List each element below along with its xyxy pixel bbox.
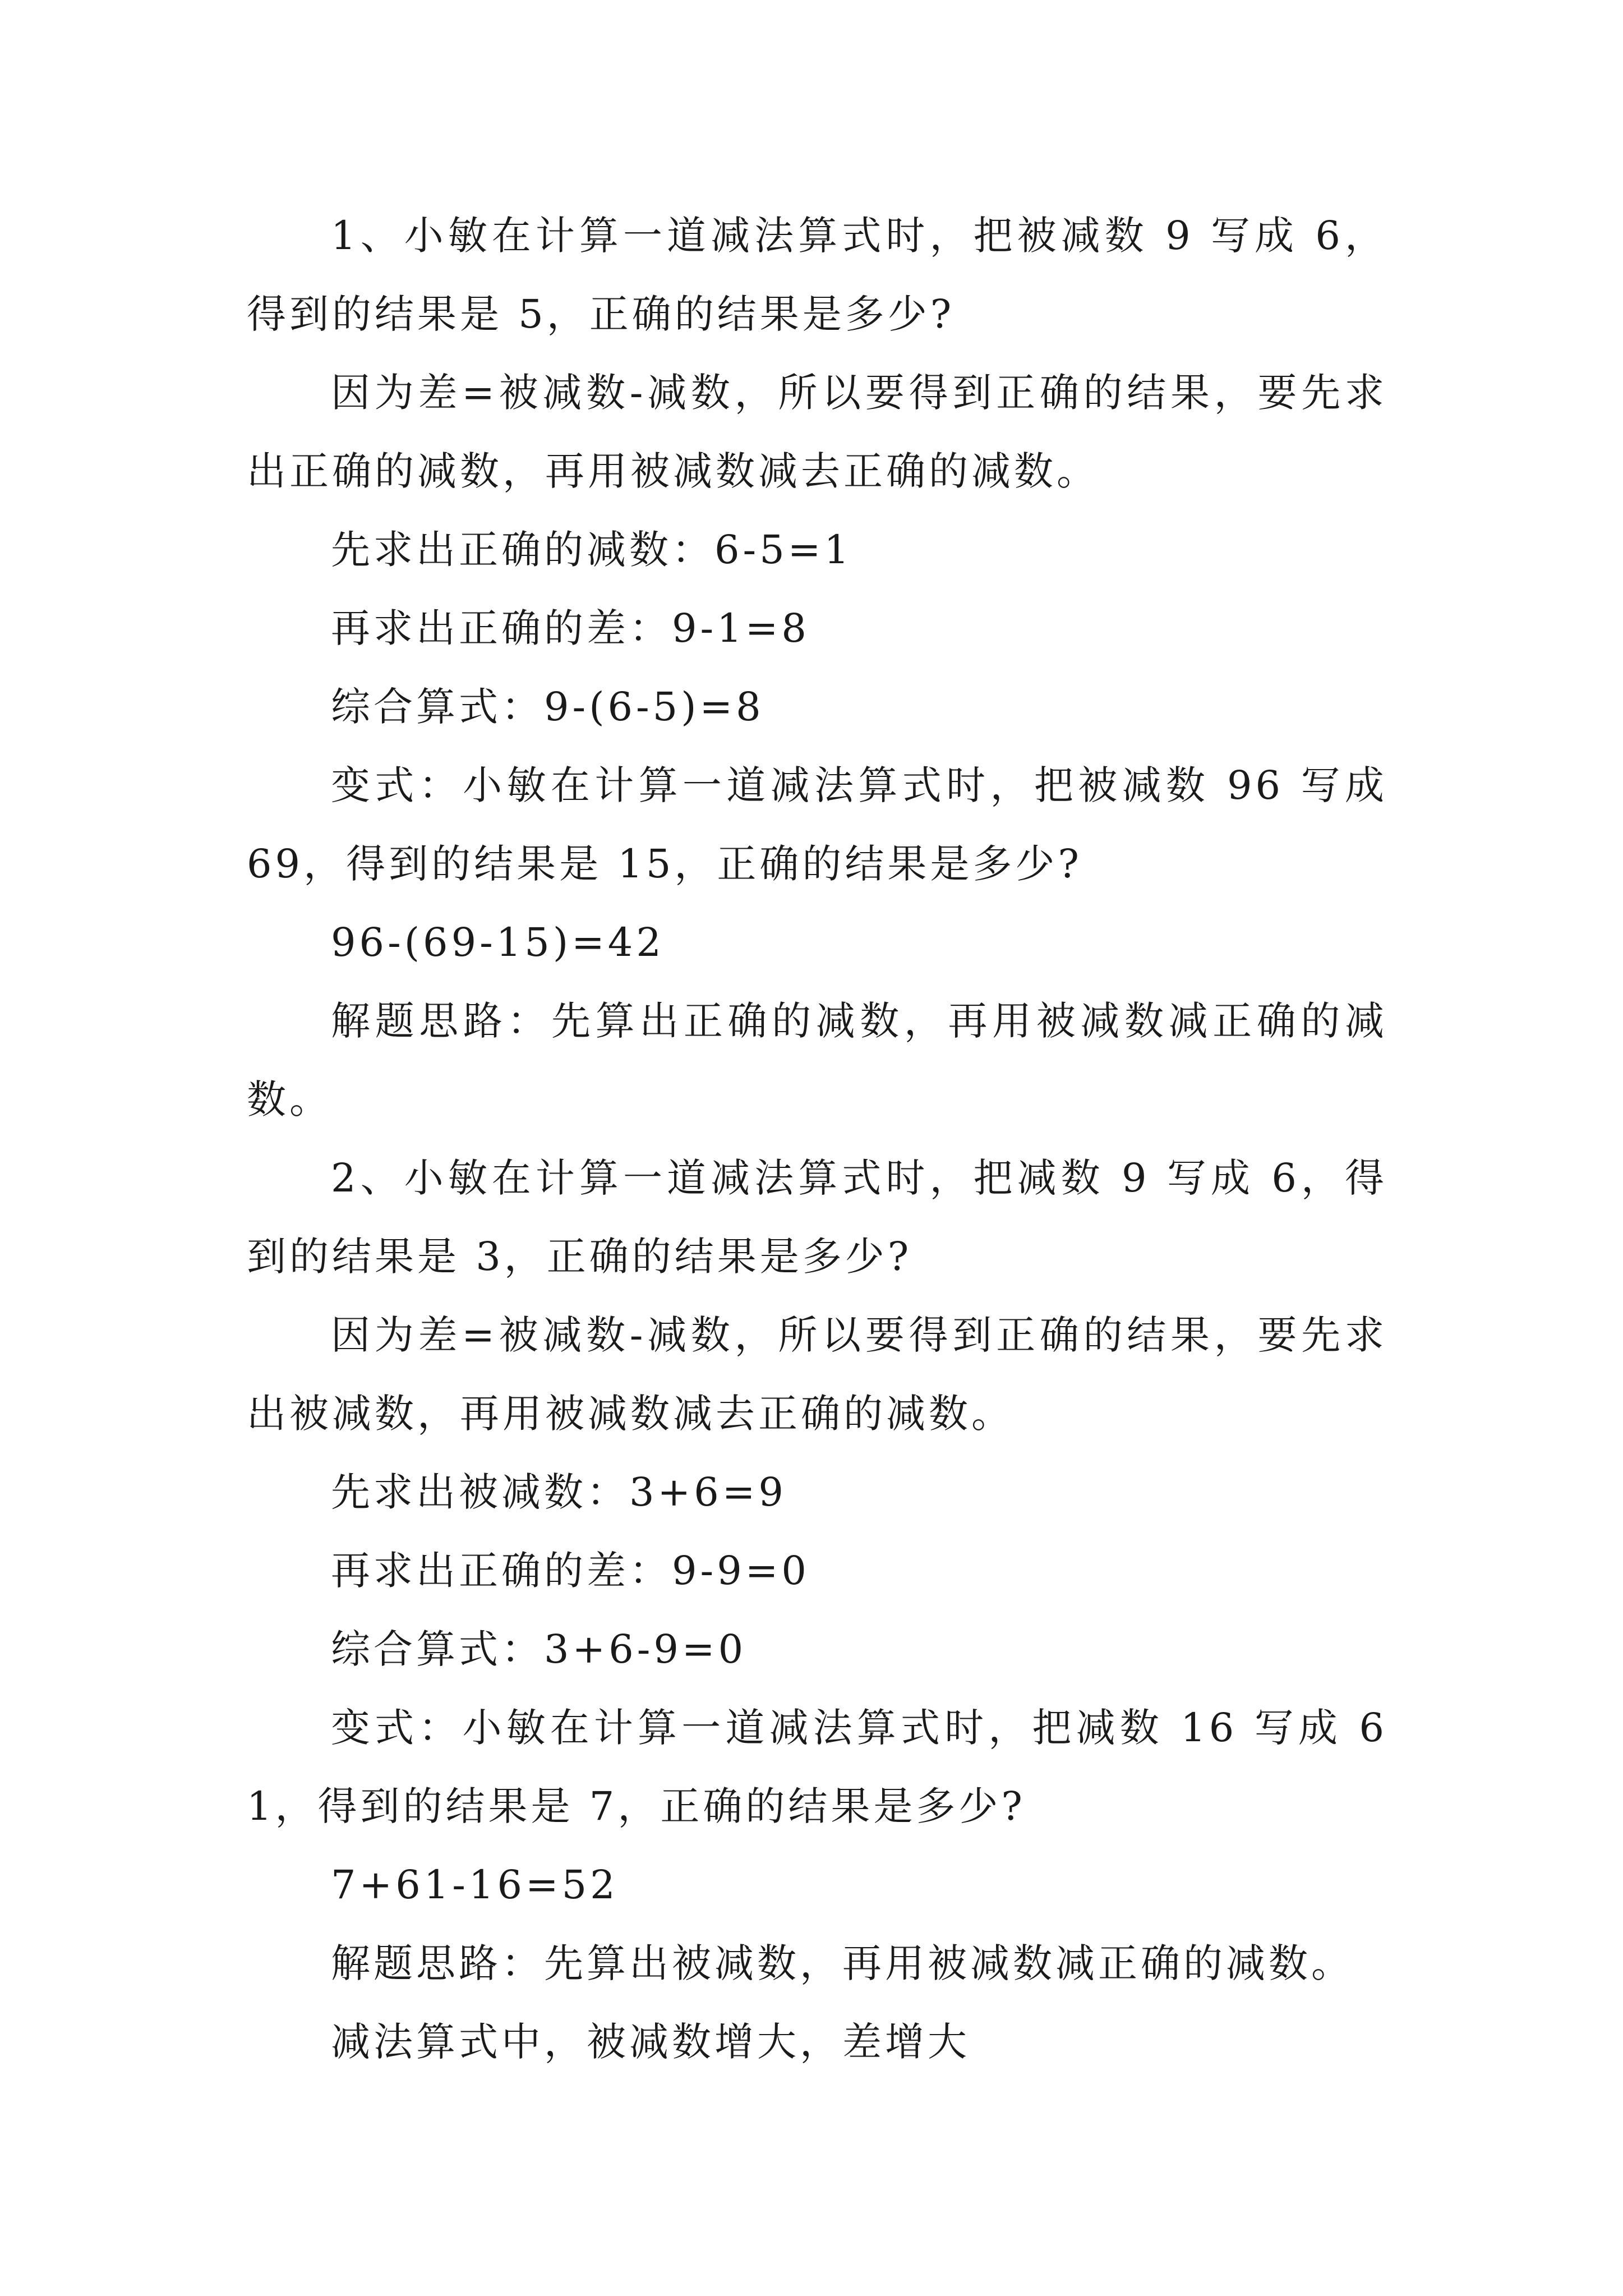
problem-1-variant-answer: 96-(69-15)=42 (331, 919, 665, 965)
problem-2-explanation: 因为差=被减数-减数，所以要得到正确的结果，要先求出被减数，再用被减数减去正确的减数。 (247, 1312, 1387, 1437)
problem-1-explanation: 因为差=被减数-减数，所以要得到正确的结果，要先求出正确的减数，再用被减数减去正确的减数。 (247, 370, 1387, 494)
problem-1-variant: 变式：小敏在计算一道减法算式时，把被减数 96 写成 69，得到的结果是 15，正确的结果是多少? (247, 762, 1387, 887)
problem-1-solution-idea: 解题思路：先算出正确的减数，再用被减数减正确的减数。 (247, 998, 1387, 1122)
problem-1-statement: 1、小敏在计算一道减法算式时，把被减数 9 写成 6，得到的结果是 5，正确的结果是多少? (247, 213, 1387, 337)
problem-2-solution-idea: 解题思路：先算出被减数，再用被减数减正确的减数。 (331, 1940, 1354, 1986)
problem-2-variant: 变式：小敏在计算一道减法算式时，把减数 16 写成 61，得到的结果是 7，正确的结果是多少? (247, 1705, 1387, 1829)
problem-2-combined-formula: 综合算式：3+6-9=0 (331, 1626, 747, 1672)
problem-2-statement: 2、小敏在计算一道减法算式时，把减数 9 写成 6，得到的结果是 3，正确的结果是多少? (247, 1155, 1387, 1280)
problem-1-step-2: 再求出正确的差：9-1=8 (331, 605, 810, 651)
subtraction-rule-note: 减法算式中，被减数增大，差增大 (331, 2019, 970, 2065)
problem-1-step-1: 先求出正确的减数：6-5=1 (331, 527, 852, 573)
problem-1-combined-formula: 综合算式：9-(6-5)=8 (331, 684, 764, 730)
problem-2-step-1: 先求出被减数：3+6=9 (331, 1469, 787, 1515)
problem-2-step-2: 再求出正确的差：9-9=0 (331, 1548, 810, 1594)
problem-2-variant-answer: 7+61-16=52 (331, 1862, 619, 1908)
